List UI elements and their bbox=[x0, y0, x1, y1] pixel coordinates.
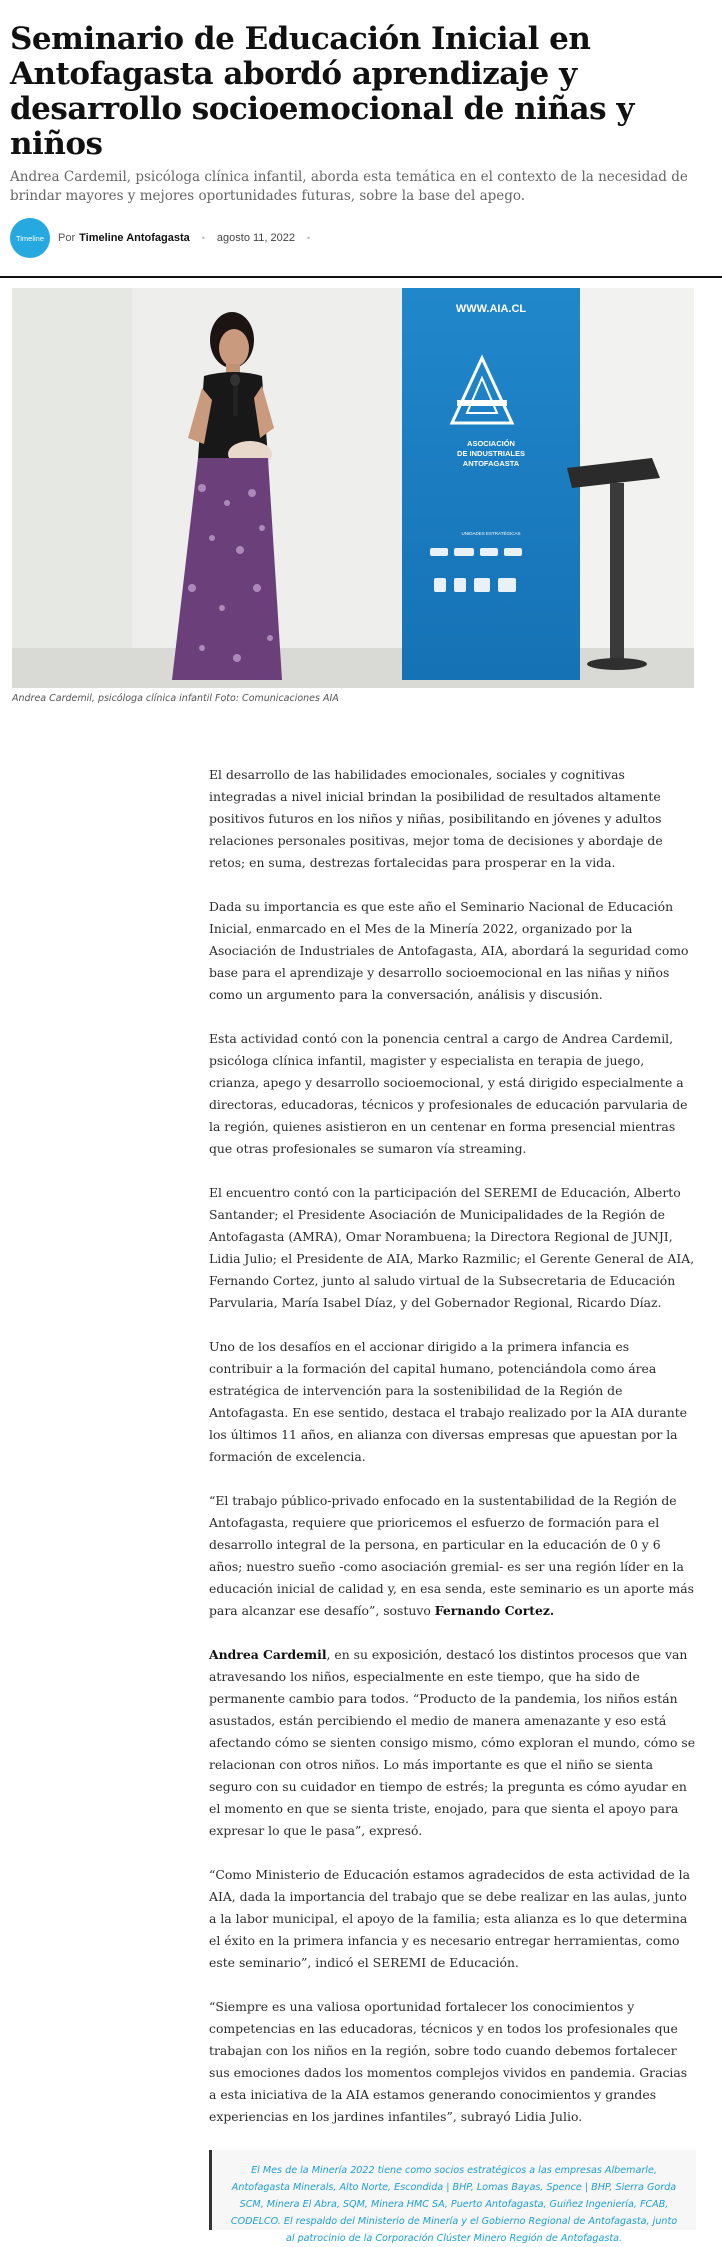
banner-units-label: UNIDADES ESTRATÉGICAS bbox=[461, 531, 521, 536]
quote-text: “El trabajo público-privado enfocado en la sustentabilidad de la Región de Antofagasta, requiere que prioricemos el esfuerzo de formación para el desarrollo integral de la persona, en particular en la educación de 0 y 6 años; nuestro sueño -como asociación gremial- es ser una región líder en la educación inicial de calidad y, en esa senda, este seminario es un aporte más para alcanzar ese desafío”, sostuvo bbox=[209, 1493, 694, 1618]
banner-org-line2: DE INDUSTRIALES bbox=[457, 449, 525, 458]
publish-date: agosto 11, 2022 bbox=[216, 232, 296, 244]
paragraph bbox=[209, 1490, 696, 1622]
article-subtitle: Andrea Cardemil, psicóloga clínica infantil, aborda esta temática en el contexto de la necesidad de brindar mayores y mejores oportunidades futuras, sobre la base del apego. bbox=[10, 169, 688, 204]
by-label: Por bbox=[58, 232, 76, 244]
paragraph: El encuentro contó con la participación del SEREMI de Educación, Alberto Santander; el Presidente Asociación de Municipalidades de la Región de Antofagasta (AMRA), Omar Norambuena; la Directora Regional de JUNJI, Lidia Julio; el Presidente de AIA, Marko Razmilic; el Gerente General de AIA, Fernando Cortez, junto al saludo virtual de la Subsecretaria de Educación Parvularia, María Isabel Díaz, y del Gobernador Regional, Ricardo Díaz. bbox=[209, 1185, 695, 1310]
featured-photo bbox=[12, 288, 694, 688]
photo-caption: Andrea Cardemil, psicóloga clínica infantil Foto: Comunicaciones AIA bbox=[12, 693, 339, 704]
paragraph bbox=[209, 1644, 696, 1842]
article-header bbox=[0, 0, 722, 258]
quote-attribution: Fernando Cortez. bbox=[434, 1603, 555, 1618]
banner-org-line3: ANTOFAGASTA bbox=[462, 459, 520, 468]
meta-separator-2: • bbox=[307, 233, 311, 243]
paragraph-text: , en su exposición, destacó los distintos procesos que van atravesando los niños, especialmente en este tiempo, que ha sido de permanente cambio para todos. “Producto de la pandemia, los niños están asustados, están percibiendo el medio de manera amenazante y eso está afectando cómo se sienten consigo mismo, cómo exploran el mundo, cómo se relacionan con otros niños. Lo más importante es que el niño se sienta seguro con su cuidador en tiempo de estrés; la pregunta es cómo ayudar en el momento en que se sienta triste, enojado, para que sienta el apoyo para expresar lo que le pasa”, expresó. bbox=[209, 1647, 696, 1838]
paragraph: El desarrollo de las habilidades emocionales, sociales y cognitivas integradas a nivel inicial brindan la posibilidad de resultados altamente positivos futuros en los niños y niñas, posibilitando en jóvenes y adultos relaciones personales positivas, mejor toma de decisiones y abordaje de retos; en suma, destrezas fortalecidas para prosperar en la vida. bbox=[209, 767, 663, 870]
aia-banner bbox=[402, 288, 580, 680]
paragraph: Esta actividad contó con la ponencia central a cargo de Andrea Cardemil, psicóloga clínica infantil, magister y especialista en terapia de juego, crianza, apego y desarrollo socioemocional, y está dirigido especialmente a directoras, educadoras, técnicos y profesionales de educación parvularia de la región, quienes asistieron en un centenar en forma presencial mientras que otras profesionales se sumaron vía streaming. bbox=[209, 1031, 688, 1156]
author-avatar[interactable] bbox=[10, 218, 50, 258]
featured-figure bbox=[12, 288, 694, 704]
paragraph: Uno de los desafíos en el accionar dirigido a la primera infancia es contribuir a la formación del capital humano, potenciándola como área estratégica de intervención para la sostenibilidad de la Región de Antofagasta. En ese sentido, destaca el trabajo realizado por la AIA durante los últimos 11 años, en alianza con diversas empresas que apuestan por la formación de excelencia. bbox=[209, 1339, 688, 1464]
article-title: Seminario de Educación Inicial en Antofagasta abordó aprendizaje y desarrollo socioemocional de niñas y niños bbox=[10, 21, 634, 162]
sponsors-text: El Mes de la Minería 2022 tiene como socios estratégicos a las empresas Albemarle, Antofagasta Minerals, Alto Norte, Escondida | BHP, Lomas Bayas, Spence | BHP, Sierra Gorda SCM, Minera El Abra, SQM, Minera HMC SA, Puerto Antofagasta, Guiñez Ingeniería, FCAB, CODELCO. El respaldo del Ministerio de Minería y el Gobierno Regional de Antofagasta, junto al patrocinio de la Corporación Clúster Minero Región de Antofagasta. bbox=[230, 2165, 678, 2244]
header-divider bbox=[0, 276, 722, 278]
meta-separator: • bbox=[201, 233, 205, 243]
paragraph: “Como Ministerio de Educación estamos agradecidos de esta actividad de la AIA, dada la importancia del trabajo que se debe realizar en las aulas, junto a la labor municipal, el apoyo de la familia; esta alianza es lo que determina el éxito en la primera infancia y es necesario entregar herramientas, como este seminario”, indicó el SEREMI de Educación. bbox=[209, 1867, 690, 1970]
banner-url: WWW.AIA.CL bbox=[455, 303, 527, 315]
speaker-name: Andrea Cardemil bbox=[209, 1647, 327, 1662]
paragraph: Dada su importancia es que este año el Seminario Nacional de Educación Inicial, enmarcado en el Mes de la Minería 2022, organizado por la Asociación de Industriales de Antofagasta, AIA, abordará la seguridad como base para el aprendizaje y desarrollo socioemocional en las niñas y niños como un argumento para la conversación, análisis y discusión. bbox=[209, 899, 689, 1002]
sponsors-callout bbox=[209, 2150, 696, 2244]
featured-photo-illustration bbox=[12, 288, 694, 688]
paragraph: “Siempre es una valiosa oportunidad fortalecer los conocimientos y competencias en las educadoras, técnicos y en todos los profesionales que trabajan con los niños en la región, sobre todo cuando debemos fortalecer sus emociones dados los momentos complejos vividos en pandemia. Gracias a esta iniciativa de la AIA estamos generando conocimientos y grandes experiencias en los jardines infantiles”, subrayó Lidia Julio. bbox=[209, 1999, 688, 2124]
avatar-text: Timeline bbox=[15, 233, 45, 243]
article-body bbox=[209, 764, 696, 2244]
banner-org-line1: ASOCIACIÓN bbox=[467, 439, 515, 448]
article-meta bbox=[10, 218, 712, 258]
author-link[interactable]: Timeline Antofagasta bbox=[79, 232, 190, 244]
